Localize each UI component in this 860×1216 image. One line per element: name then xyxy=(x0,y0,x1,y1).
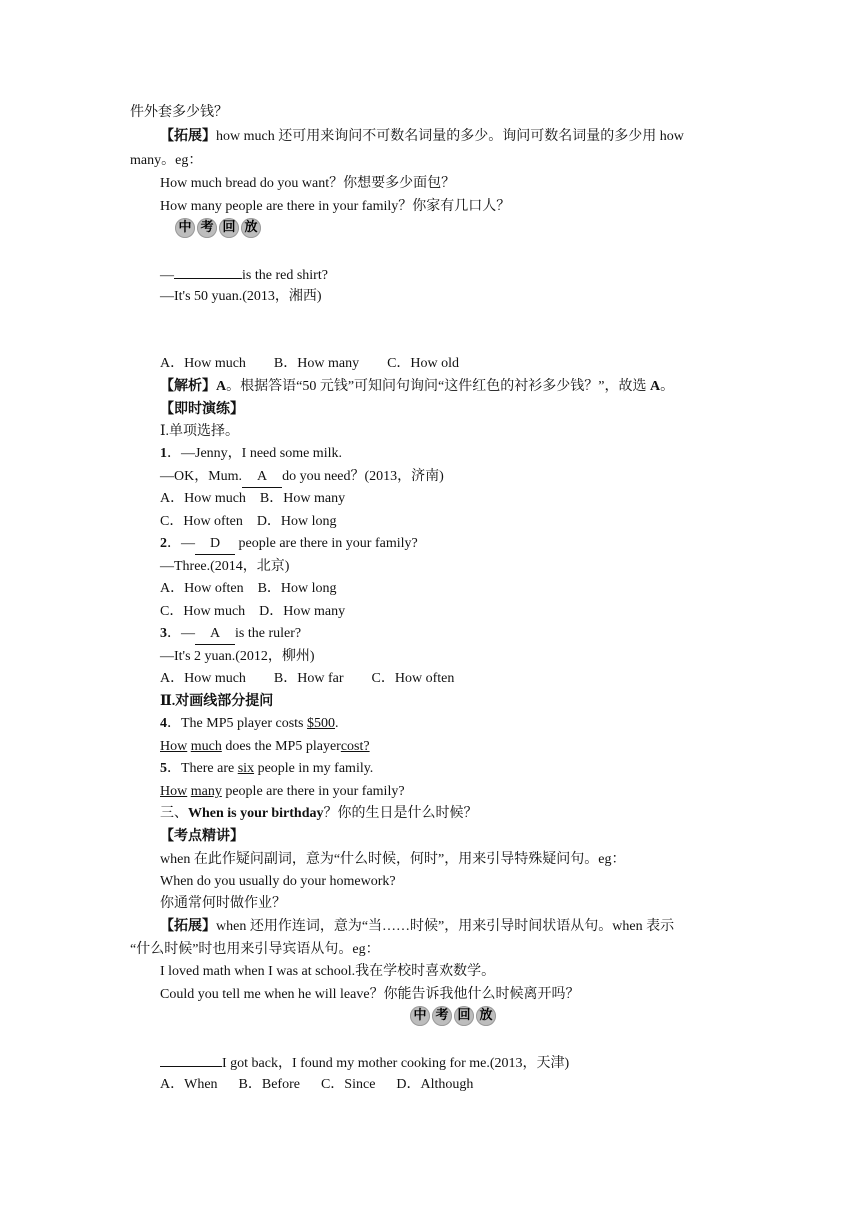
badge-char: 中 xyxy=(410,1006,430,1026)
text-line xyxy=(160,127,684,147)
answer-word: much xyxy=(190,739,222,754)
question-line xyxy=(160,444,342,464)
label-extension: 【拓展】 xyxy=(160,919,216,934)
text-span: people are there in your family? xyxy=(221,784,405,799)
dash: — xyxy=(160,268,174,283)
example-line: I loved math when I was at school.我在学校时喜欢数学。 xyxy=(160,964,496,979)
question-line xyxy=(160,534,418,555)
example-line: Could you tell me when he will leave？你能告诉我他什么时候离开吗？ xyxy=(160,987,580,1002)
text-span: ？你的生日是什么时候？ xyxy=(323,806,478,821)
section-heading: Ⅰ.单项选择。 xyxy=(160,424,240,439)
question-line: —Three.(2014，北京) xyxy=(160,559,290,574)
text-span: do you need？(2013，济南) xyxy=(282,469,444,484)
text-span: is the red shirt? xyxy=(242,268,328,283)
label-extension: 【拓展】 xyxy=(160,129,216,144)
options-line: A．How much B．How far C．How often xyxy=(160,671,455,686)
answer-word: How xyxy=(160,739,188,754)
section-heading xyxy=(160,804,478,824)
question-line xyxy=(160,467,444,488)
section-heading xyxy=(160,692,273,712)
exam-review-badge xyxy=(410,1006,496,1026)
options-line: A．How much B．How many xyxy=(160,491,346,506)
text-line: 件外套多少钱？ xyxy=(130,105,228,120)
question-number: 4 xyxy=(160,716,167,731)
question-line: —It's 50 yuan.(2013，湘西) xyxy=(160,289,322,304)
answer-fill: D xyxy=(195,534,235,555)
text-span: ．— xyxy=(167,626,195,641)
answer-line xyxy=(160,782,405,802)
analysis-label: 【解析】A xyxy=(160,379,227,394)
text-span: I got back，I found my mother cooking for me.(2013，天津) xyxy=(222,1056,570,1071)
text-line: many。eg： xyxy=(130,153,203,168)
underlined-part: $500 xyxy=(306,716,335,731)
text-span: people are there in your family? xyxy=(235,536,418,551)
question-line xyxy=(160,759,373,779)
answer-word: cost? xyxy=(340,739,370,754)
example-line: 你通常何时做作业？ xyxy=(160,896,286,911)
answer-letter: A xyxy=(649,379,661,394)
question-number: 5 xyxy=(160,761,167,776)
text-span: people in my family. xyxy=(254,761,374,776)
example-line: When do you usually do your homework? xyxy=(160,874,396,889)
text-line: when 在此作疑问副词，意为“什么时候，何时”，用来引导特殊疑问句。eg： xyxy=(160,852,626,867)
question-number: 1 xyxy=(160,446,167,461)
question-line xyxy=(160,714,338,734)
answer-fill: A xyxy=(195,624,235,645)
text-line: “什么时候”时也用来引导宾语从句。eg： xyxy=(130,942,380,957)
badge-char: 放 xyxy=(476,1006,496,1026)
heading-text: When is your birthday xyxy=(188,806,324,821)
text-span: . xyxy=(334,716,339,731)
text-span: how much 还可用来询问不可数名词量的多少。询问可数名词量的多少用 how xyxy=(216,129,684,144)
answer-word: How xyxy=(160,784,188,799)
question-line xyxy=(160,264,328,286)
text-span: when 还用作连词，意为“当……时候”，用来引导时间状语从句。when 表示 xyxy=(216,919,675,934)
text-span: ．The MP5 player costs xyxy=(167,716,307,731)
question-number: 3 xyxy=(160,626,167,641)
text-line xyxy=(160,917,674,937)
question-line xyxy=(160,1052,569,1074)
options-line: A．When B．Before C．Since D．Although xyxy=(160,1077,474,1092)
text-span: 。根据答语“50 元钱”可知问句询问“这件红色的衬衫多少钱？”，故选 xyxy=(226,379,650,394)
question-line: —It's 2 yuan.(2012，柳州) xyxy=(160,649,315,664)
text-span: is the ruler? xyxy=(235,626,302,641)
example-line: How many people are there in your family？你家有几口人？ xyxy=(160,199,511,214)
answer-fill: A xyxy=(242,467,282,488)
options-line: C．How often D．How long xyxy=(160,514,337,529)
answer-blank xyxy=(160,1052,222,1067)
heading-text: 【即时演练】 xyxy=(160,402,244,417)
badge-char: 考 xyxy=(197,218,217,238)
options-line: A．How often B．How long xyxy=(160,581,337,596)
text-span: does the MP5 player xyxy=(221,739,341,754)
heading-text: 【考点精讲】 xyxy=(160,829,244,844)
badge-char: 回 xyxy=(454,1006,474,1026)
badge-char: 放 xyxy=(241,218,261,238)
text-span: —OK，Mum. xyxy=(160,469,243,484)
text-span: ．There are xyxy=(167,761,238,776)
exam-review-badge xyxy=(175,218,261,238)
text-span: ．—Jenny，I need some milk. xyxy=(167,446,342,461)
options-line: C．How much D．How many xyxy=(160,604,346,619)
answer-word: many xyxy=(190,784,222,799)
underlined-part: six xyxy=(237,761,255,776)
example-line: How much bread do you want？你想要多少面包？ xyxy=(160,176,456,191)
answer-blank xyxy=(174,264,242,279)
question-number: 2 xyxy=(160,536,167,551)
answer-line xyxy=(160,737,370,757)
section-heading xyxy=(160,827,244,847)
heading-text: Ⅱ.对画线部分提问 xyxy=(160,694,274,709)
analysis-line xyxy=(160,377,674,397)
badge-char: 回 xyxy=(219,218,239,238)
text-span: 。 xyxy=(660,379,675,394)
section-heading xyxy=(160,400,244,420)
badge-char: 中 xyxy=(175,218,195,238)
question-line xyxy=(160,624,301,645)
badge-char: 考 xyxy=(432,1006,452,1026)
text-span: ．— xyxy=(167,536,195,551)
options-line: A．How much B．How many C．How old xyxy=(160,356,460,371)
text-span: 三、 xyxy=(160,806,188,821)
